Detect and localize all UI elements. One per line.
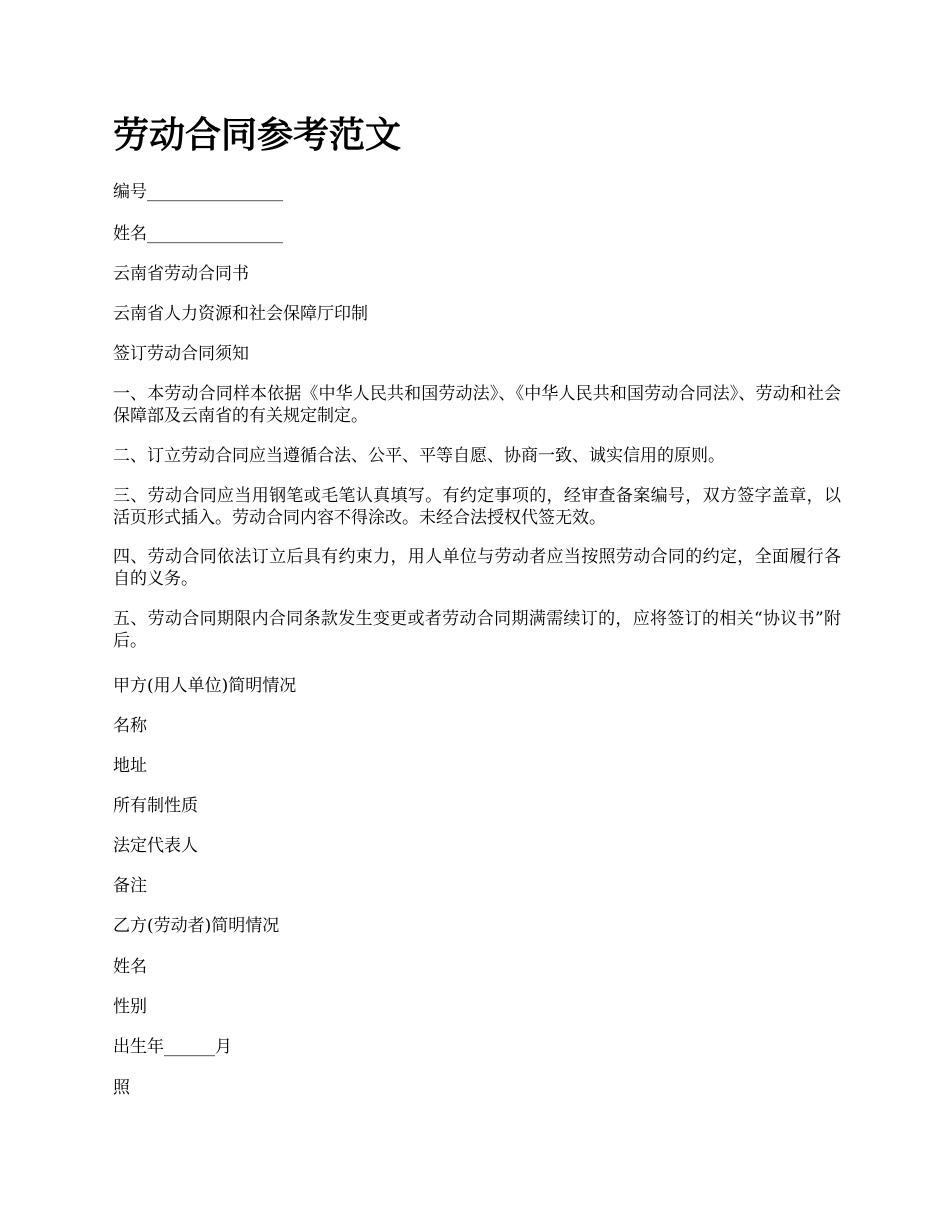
party-a-ownership-label: 所有制性质 (113, 796, 198, 816)
notice-item-4: 四、劳动合同依法订立后具有约束力，用人单位与劳动者应当按照劳动合同的约定，全面履行各自的义务。 (113, 547, 841, 589)
notice-item-2: 二、订立劳动合同应当遵循合法、公平、平等自愿、协商一致、诚实信用的原则。 (113, 446, 725, 466)
party-b-heading: 乙方(劳动者)简明情况 (113, 916, 280, 936)
party-b-photo-label: 照 (113, 1078, 130, 1098)
notice-item-1: 一、本劳动合同样本依据《中华人民共和国劳动法》、《中华人民共和国劳动合同法》、劳动和社会保障部及云南省的有关规定制定。 (113, 384, 841, 426)
party-a-representative-label: 法定代表人 (113, 836, 198, 856)
party-b-birth-label: 出生年______月 (113, 1037, 232, 1057)
issuer-line: 云南省人力资源和社会保障厅印制 (113, 304, 368, 324)
party-b-gender-label: 性别 (113, 997, 147, 1017)
contract-heading: 云南省劳动合同书 (113, 264, 249, 284)
serial-number-field: 编号________________ (113, 182, 283, 202)
name-field: 姓名________________ (113, 224, 283, 244)
party-a-address-label: 地址 (113, 756, 147, 776)
notice-item-3: 三、劳动合同应当用钢笔或毛笔认真填写。有约定事项的，经审查备案编号，双方签字盖章，以活页形式插入。劳动合同内容不得涂改。未经合法授权代签无效。 (113, 486, 841, 528)
party-a-remarks-label: 备注 (113, 876, 147, 896)
party-a-heading: 甲方(用人单位)简明情况 (113, 676, 297, 696)
notice-item-5: 五、劳动合同期限内合同条款发生变更或者劳动合同期满需续订的，应将签订的相关“协议书”附后。 (113, 609, 841, 651)
party-a-name-label: 名称 (113, 716, 147, 736)
document-title: 劳动合同参考范文 (113, 114, 402, 156)
notice-heading: 签订劳动合同须知 (113, 344, 249, 364)
party-b-name-label: 姓名 (113, 957, 147, 977)
